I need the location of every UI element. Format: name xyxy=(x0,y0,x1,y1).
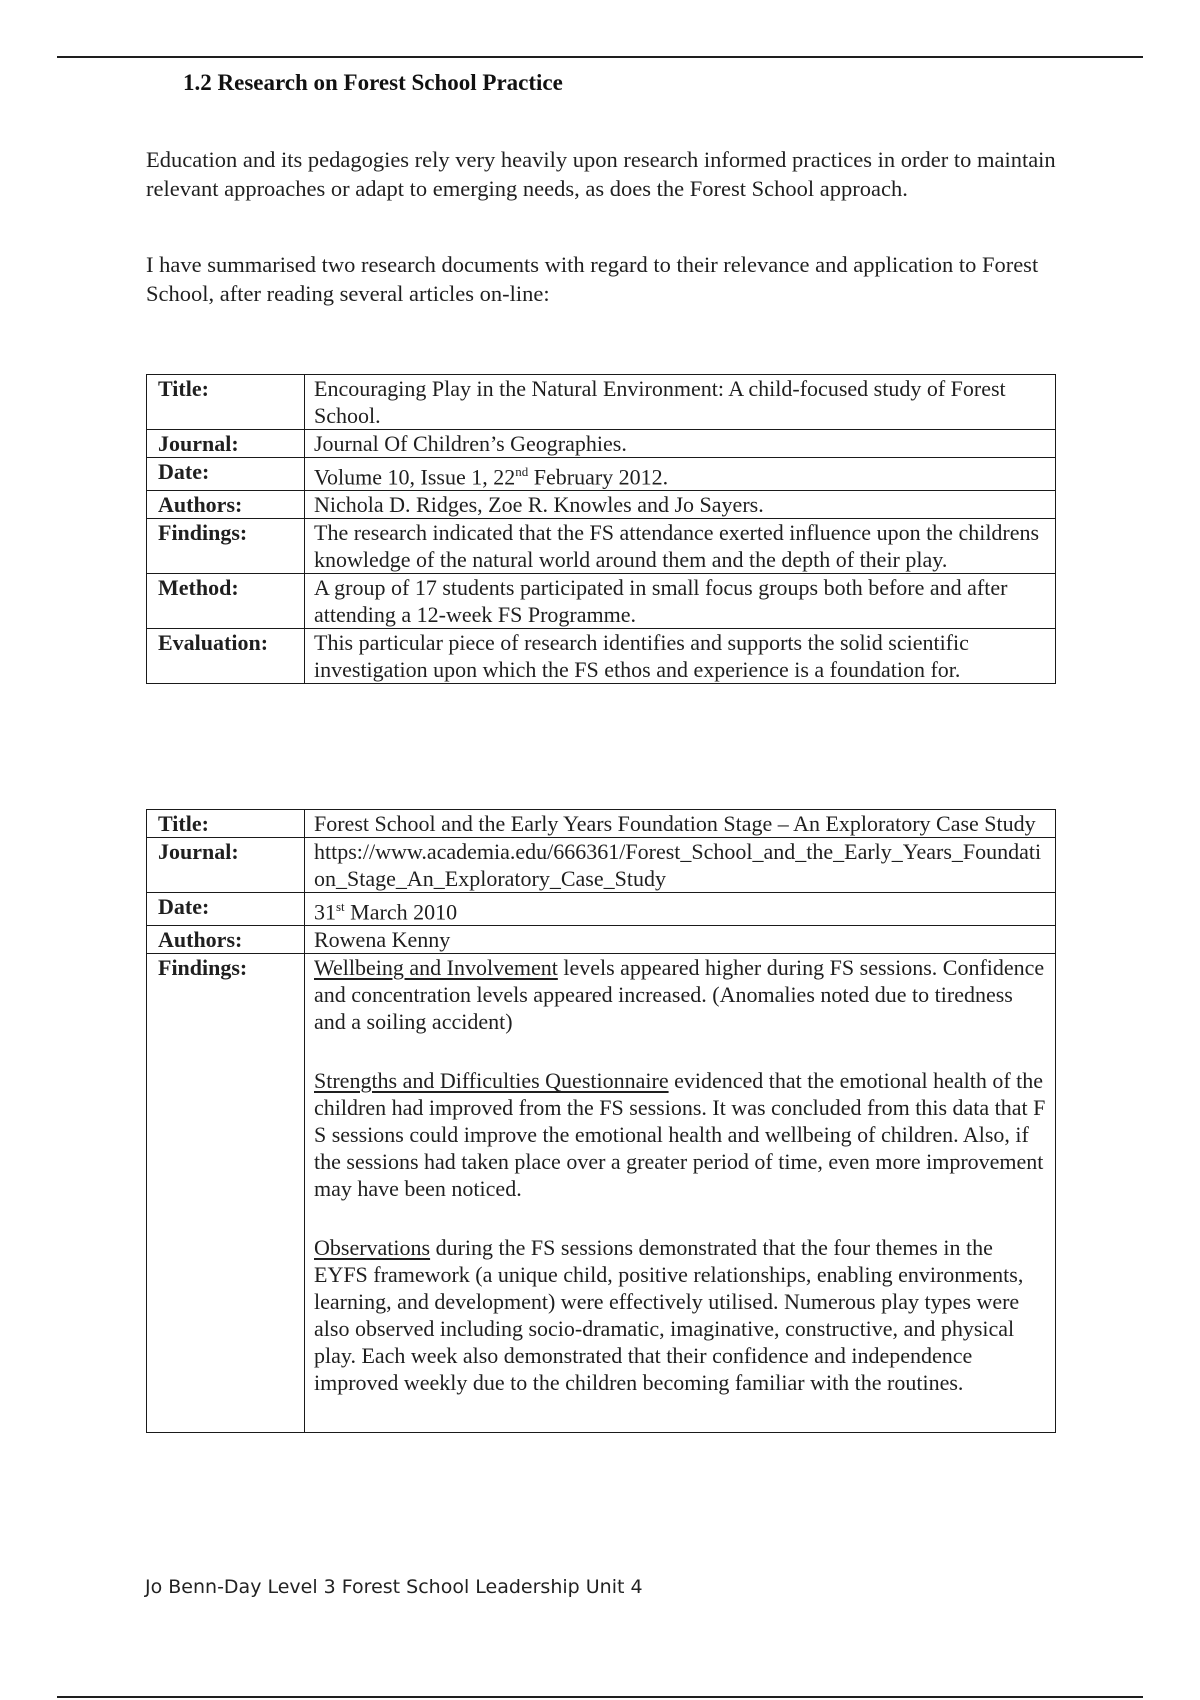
table-row xyxy=(147,375,1056,430)
research-table-1 xyxy=(146,374,1056,684)
study-1-authors: Nichola D. Ridges, Zoe R. Knowles and Jo Sayers. xyxy=(305,491,1056,519)
study-1-evaluation: This particular piece of research identifies and supports the solid scientific investigation upon which the FS ethos and experience is a foundation for. xyxy=(305,629,1056,684)
row-label-findings: Findings: xyxy=(147,519,305,574)
header-rule xyxy=(57,56,1143,58)
row-label-findings: Findings: xyxy=(147,954,305,1433)
study-1-method: A group of 17 students participated in small focus groups both before and after attending a 12-week FS Programme. xyxy=(305,574,1056,629)
findings-text-3: during the FS sessions demonstrated that the four themes in the EYFS framework (a unique child, positive relationships, enabling environments, learning, and development) were effectively utilised. Numerous play types were also observed including socio-dramatic, imaginative, constructive, and physical play. Each week also demonstrated that their confidence and independence improved weekly due to the children becoming familiar with the routines. xyxy=(314,1235,1024,1396)
study-2-authors: Rowena Kenny xyxy=(305,926,1056,954)
study-2-date xyxy=(305,893,1056,926)
study-1-date-suffix: nd xyxy=(515,464,529,479)
findings-paragraph-2 xyxy=(314,1067,1049,1202)
findings-paragraph-1 xyxy=(314,954,1049,1035)
table-row xyxy=(147,491,1056,519)
table-row xyxy=(147,926,1056,954)
section-heading: 1.2 Research on Forest School Practice xyxy=(183,70,563,95)
row-label-journal: Journal: xyxy=(147,838,305,893)
table-row xyxy=(147,458,1056,491)
study-1-date-prefix: Volume 10, Issue 1, 22 xyxy=(314,464,516,490)
intro-paragraph-1: Education and its pedagogies rely very heavily upon research informed practices in order to maintain relevant approaches or adapt to emerging needs, as does the Forest School approach. xyxy=(146,147,1056,201)
table-row xyxy=(147,519,1056,574)
study-1-journal: Journal Of Children’s Geographies. xyxy=(305,430,1056,458)
page-footer: Jo Benn-Day Level 3 Forest School Leadership Unit 4 xyxy=(145,1576,643,1598)
row-label-date: Date: xyxy=(147,893,305,926)
row-label-title: Title: xyxy=(147,810,305,838)
findings-text-2: evidenced that the emotional health of the children had improved from the FS sessions. It was concluded from this data that F S sessions could improve the emotional health and wellbeing of children. Also, if the sessions had taken place over a greater period of time, even more improvement may have been noticed. xyxy=(314,1068,1046,1202)
study-2-findings xyxy=(305,954,1056,1433)
study-1-date-rest: February 2012. xyxy=(528,464,669,490)
findings-keyword-3: Observations xyxy=(314,1235,431,1261)
findings-keyword-2: Strengths and Difficulties Questionnaire xyxy=(314,1068,669,1094)
row-label-journal: Journal: xyxy=(147,430,305,458)
table-row xyxy=(147,574,1056,629)
table-row xyxy=(147,810,1056,838)
row-label-title: Title: xyxy=(147,375,305,430)
table-row xyxy=(147,838,1056,893)
study-1-findings: The research indicated that the FS attendance exerted influence upon the childrens knowledge of the natural world around them and the depth of their play. xyxy=(305,519,1056,574)
study-1-date xyxy=(305,458,1056,491)
findings-text-1: levels appeared higher during FS sessions. Confidence and concentration levels appeared increased. (Anomalies noted due to tiredness and a soiling accident) xyxy=(314,955,1045,1035)
row-label-authors: Authors: xyxy=(147,491,305,519)
findings-paragraph-3 xyxy=(314,1234,1049,1396)
table-row xyxy=(147,430,1056,458)
study-2-journal-link[interactable]: https://www.academia.edu/666361/Forest_School_and_the_Early_Years_Foundation_Stage_An_Exploratory_Case_Study xyxy=(305,838,1056,893)
row-label-date: Date: xyxy=(147,458,305,491)
study-2-date-prefix: 31 xyxy=(314,899,336,925)
row-label-method: Method: xyxy=(147,574,305,629)
paragraph-gap xyxy=(314,1035,1049,1067)
table-row xyxy=(147,893,1056,926)
findings-keyword-1: Wellbeing and Involvement xyxy=(314,955,558,981)
table-row xyxy=(147,954,1056,1433)
footer-rule xyxy=(57,1696,1143,1698)
research-table-2 xyxy=(146,809,1056,1433)
paragraph-gap xyxy=(314,1202,1049,1234)
study-2-date-rest: March 2010 xyxy=(344,899,458,925)
study-2-date-suffix: st xyxy=(336,899,345,914)
row-label-authors: Authors: xyxy=(147,926,305,954)
table-row xyxy=(147,629,1056,684)
study-1-title: Encouraging Play in the Natural Environment: A child-focused study of Forest School. xyxy=(305,375,1056,430)
study-2-title: Forest School and the Early Years Foundation Stage – An Exploratory Case Study xyxy=(305,810,1056,838)
intro-paragraph-2: I have summarised two research documents with regard to their relevance and application to Forest School, after reading several articles on-line: xyxy=(146,252,1039,306)
row-label-evaluation: Evaluation: xyxy=(147,629,305,684)
